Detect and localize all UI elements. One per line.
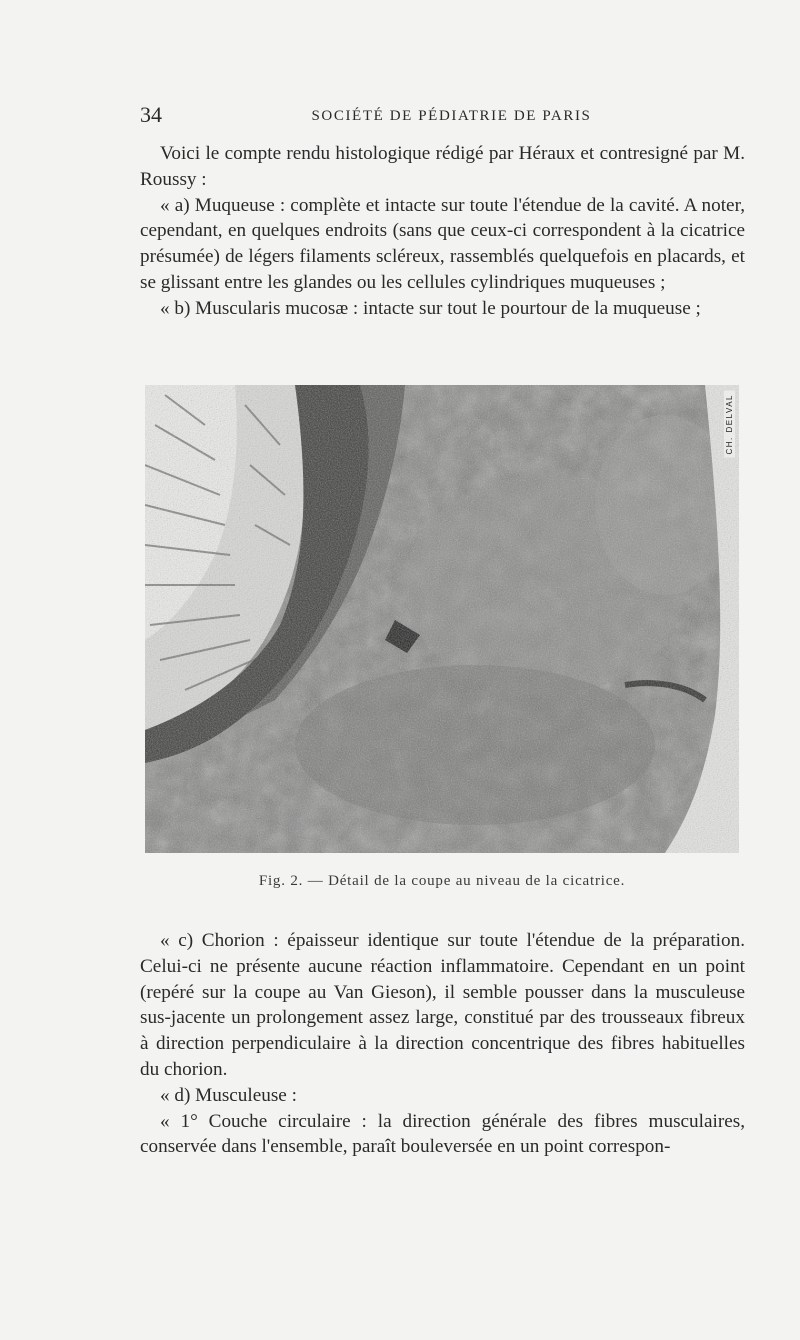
- paragraph-musculeuse: « d) Musculeuse :: [160, 1084, 297, 1106]
- paragraph-muqueuse: « a) Muqueuse : complète et intacte sur toute l'étendue de la cavité. A noter, cependant, en quelques endroits (sans que ceux-ci correspondent à la cicatrice présumée) de légers filaments scléreux, rassemblés quelquefois en placards, et se glissant entre les glandes ou les cellules cylindriques muqueuses ;: [140, 194, 745, 293]
- page-header: [140, 102, 745, 132]
- micrograph-image: [145, 385, 739, 853]
- page-number: 34: [140, 102, 162, 127]
- paragraph-couche-circulaire: « 1° Couche circulaire : la direction générale des fibres musculaires, conservée dans l'ensemble, paraît bouleversée en un point correspon-: [140, 1110, 745, 1158]
- text-after-figure: [140, 928, 745, 1160]
- text-before-figure: [140, 141, 745, 322]
- paragraph-muscularis: « b) Muscularis mucosæ : intacte sur tout le pourtour de la muqueuse ;: [160, 297, 701, 319]
- paragraph-chorion: « c) Chorion : épaisseur identique sur toute l'étendue de la préparation. Celui-ci ne présente aucune réaction inflammatoire. Cependant en un point (repéré sur la coupe au Van Gieson), il semble pousser dans la musculeuse sus-jacente un prolongement assez large, constitué par des trousseaux fibreux à direction perpendiculaire à la direction concentrique des fibres habituelles du chorion.: [140, 930, 745, 1080]
- paragraph-intro: Voici le compte rendu histologique rédigé par Héraux et contresigné par M. Roussy :: [140, 143, 745, 190]
- figure-caption: Fig. 2. — Détail de la coupe au niveau de la cicatrice.: [258, 873, 626, 889]
- running-title: SOCIÉTÉ DE PÉDIATRIE DE PARIS: [311, 108, 592, 124]
- photo-credit: CH. DELVAL: [724, 391, 735, 458]
- histology-micrograph: [145, 385, 739, 853]
